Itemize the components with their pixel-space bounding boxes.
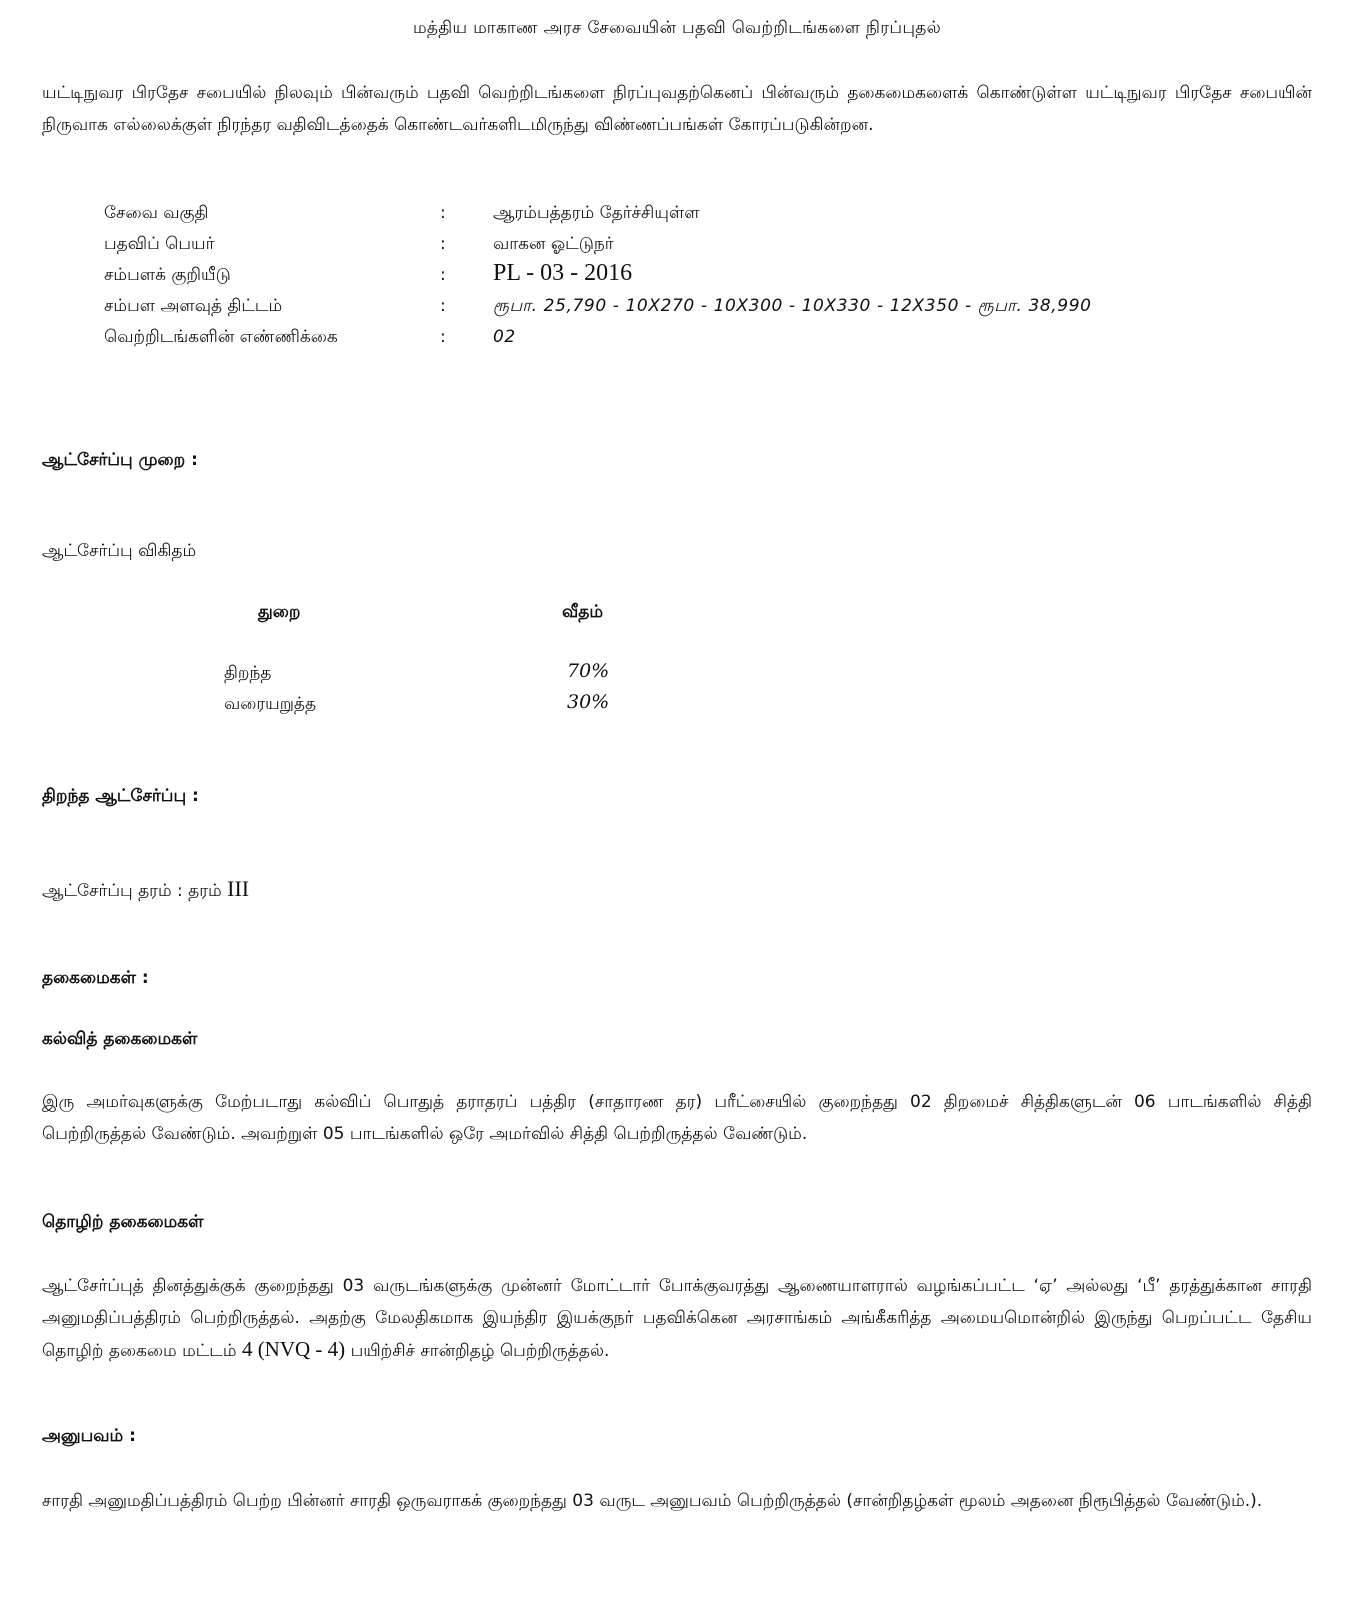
detail-colon: : (440, 327, 446, 347)
detail-label-salary-scale: சம்பள அளவுத் திட்டம் (104, 296, 283, 316)
detail-value-vacancy-count: 02 (493, 327, 516, 347)
recruitment-method-heading: ஆட்சேர்ப்பு முறை : (42, 450, 198, 470)
vocational-qualifications-text (42, 1271, 1312, 1368)
recruitment-ratio-label: ஆட்சேர்ப்பு விகிதம் (42, 541, 197, 561)
nvq-level: 4 (NVQ - 4) (241, 1337, 346, 1361)
open-recruitment-heading: திறந்த ஆட்சேர்ப்பு : (42, 786, 199, 806)
intro-paragraph: யட்டிநுவர பிரதேச சபையில் நிலவும் பின்வரும் பதவி வெற்றிடங்களை நிரப்புவதற்கெனப் பின்வரும் தகைமைகளைக் கொண்டுள்ள யட்டிநுவர பிரதேச சபையின் நிருவாக எல்லைக்குள் நிரந்தர வதிவிடத்தைக் கொண்டவர்களிடமிருந்து விண்ணப்பங்கள் கோரப்படுகின்றன. (42, 83, 1312, 135)
ratio-table-sector: வரையறுத்த (224, 694, 317, 714)
page-title: மத்திய மாகாண அரச சேவையின் பதவி வெற்றிடங்களை நிரப்புதல் (412, 18, 942, 38)
ratio-table-rate: 30% (567, 691, 610, 713)
detail-value-post-name: வாகன ஓட்டுநர் (493, 234, 614, 254)
detail-colon: : (440, 265, 446, 285)
detail-value-salary-scale: ரூபா. 25,790 - 10X270 - 10X300 - 10X330 - 12X350 - ரூபா. 38,990 (493, 296, 1092, 316)
recruitment-grade-label: ஆட்சேர்ப்பு தரம் : தரம் (42, 881, 222, 901)
educational-qualifications-heading: கல்வித் தகைமைகள் (42, 1029, 198, 1049)
ratio-table-header-rate: வீதம் (562, 602, 604, 622)
experience-text: சாரதி அனுமதிப்பத்திரம் பெற்ற பின்னர் சாரதி ஒருவராகக் குறைந்தது 03 வருட அனுபவம் பெற்றிருத்தல் (சான்றிதழ்கள் மூலம் அதனை நிரூபித்தல் வேண்டும்.). (42, 1491, 1263, 1511)
detail-colon: : (440, 234, 446, 254)
ratio-table-rate: 70% (567, 660, 610, 682)
detail-label-vacancy-count: வெற்றிடங்களின் எண்ணிக்கை (104, 327, 338, 347)
recruitment-grade-value: III (227, 876, 250, 901)
detail-value-service-category: ஆரம்பத்தரம் தேர்ச்சியுள்ள (493, 203, 700, 223)
educational-qualifications-text: இரு அமர்வுகளுக்கு மேற்படாது கல்விப் பொதுத் தராதரப் பத்திர (சாதாரண தர) பரீட்சையில் குறைந்தது 02 திறமைச் சித்திகளுடன் 06 பாடங்களில் சித்தி பெற்றிருத்தல் வேண்டும். அவற்றுள் 05 பாடங்களில் ஒரே அமர்வில் சித்தி பெற்றிருத்தல் வேண்டும். (42, 1092, 1312, 1144)
detail-label-post-name: பதவிப் பெயர் (104, 234, 215, 254)
ratio-table-sector: திறந்த (224, 663, 272, 683)
vocational-text-part2: பயிற்சிச் சான்றிதழ் பெற்றிருத்தல். (350, 1341, 610, 1361)
detail-label-service-category: சேவை வகுதி (104, 203, 209, 223)
recruitment-grade (42, 876, 249, 903)
ratio-table-header-sector: துறை (258, 602, 301, 622)
vocational-qualifications-heading: தொழிற் தகைமைகள் (42, 1212, 204, 1232)
detail-label-salary-code: சம்பளக் குறியீடு (104, 265, 231, 285)
detail-colon: : (440, 296, 446, 316)
detail-value-salary-code: PL - 03 - 2016 (493, 260, 633, 286)
experience-heading: அனுபவம் : (42, 1426, 136, 1446)
qualifications-heading: தகைமைகள் : (42, 968, 149, 988)
detail-colon: : (440, 203, 446, 223)
vocational-text-part1: ஆட்சேர்ப்புத் தினத்துக்குக் குறைந்தது 03 வருடங்களுக்கு முன்னர் மோட்டார் போக்குவரத்து ஆணையாளரால் வழங்கப்பட்ட ‘ஏ’ அல்லது ‘பீ’ தரத்துக்கான சாரதி அனுமதிப்பத்திரம் பெற்றிருத்தல். அதற்கு மேலதிகமாக இயந்திர இயக்குநர் பதவிக்கென அரசாங்கம் அங்கீகரித்த அமையமொன்றில் இருந்து பெறப்பட்ட தேசிய தொழிற் தகைமை மட்டம் (42, 1276, 1312, 1361)
